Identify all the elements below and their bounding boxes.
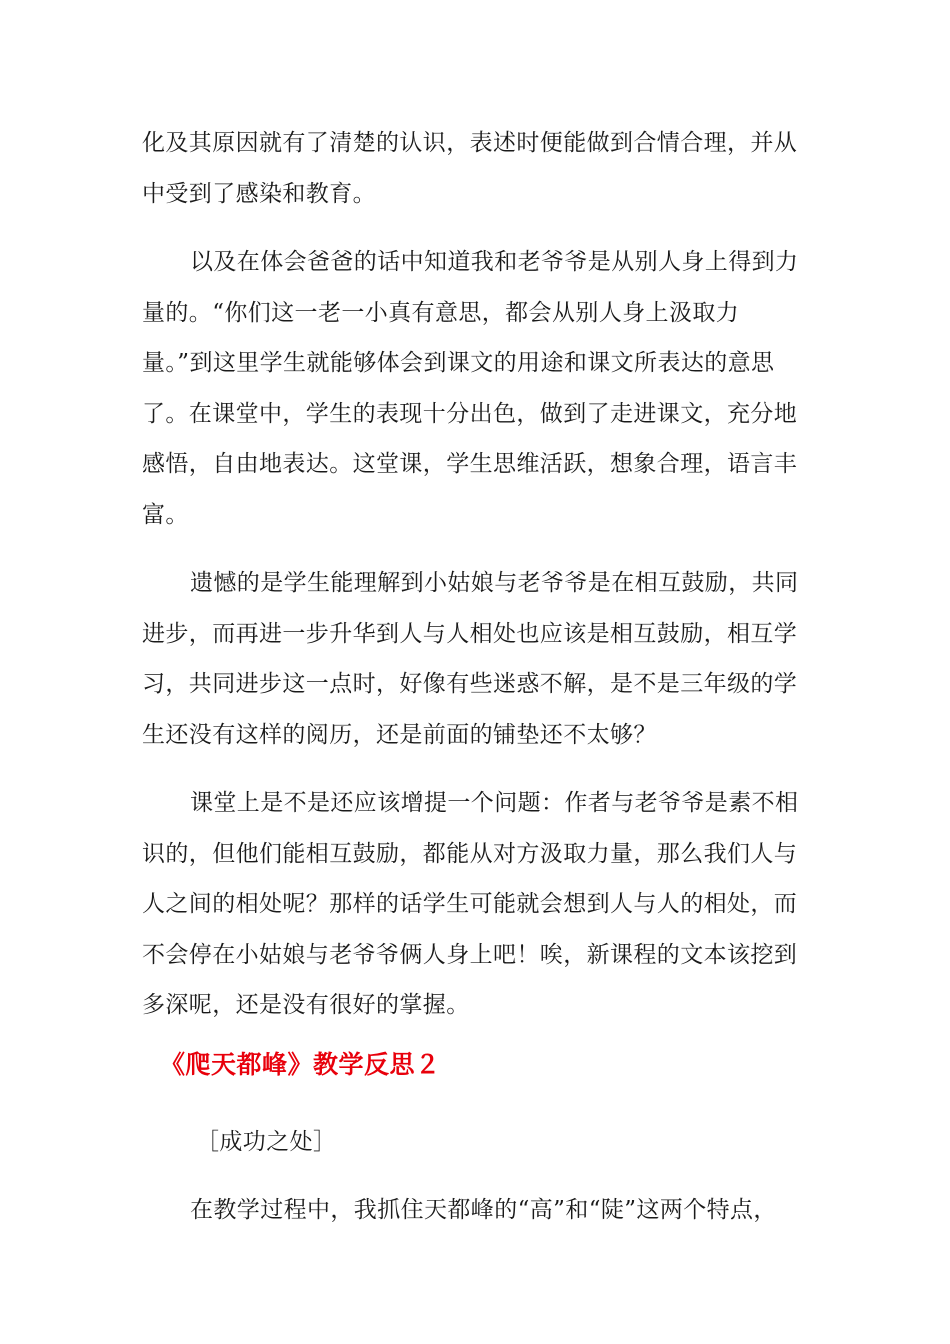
text-line: 化及其原因就有了清楚的认识，表述时便能做到合情合理，并从	[142, 130, 798, 156]
text-line: 以及在体会爸爸的话中知道我和老爷爷是从别人身上得到力	[190, 249, 799, 275]
paragraph-4	[142, 778, 810, 1031]
paragraph-2	[142, 237, 810, 540]
section-title: 《爬天都峰》教学反思２	[160, 1050, 441, 1079]
subsection-label: ［成功之处］	[196, 1129, 337, 1155]
text-line: 识的，但他们能相互鼓励，都能从对方汲取力量，那么我们人与	[142, 840, 798, 867]
text-line: 中受到了感染和教育。	[142, 180, 376, 207]
text-line: 感悟，自由地表达。这堂课，学生思维活跃，想象合理，语言丰	[142, 451, 798, 477]
text-line: 习，共同进步这一点时，好像有些迷惑不解，是不是三年级的学	[142, 671, 798, 697]
text-line: 遗憾的是学生能理解到小姑娘与老爷爷是在相互鼓励，共同	[190, 570, 799, 596]
body-text	[142, 118, 810, 1031]
paragraph-3	[142, 558, 810, 760]
text-line: 课堂上是不是还应该增提一个问题：作者与老爷爷是素不相	[190, 790, 799, 816]
text-line: 人之间的相处呢？那样的话学生可能就会想到人与人的相处，而	[142, 891, 798, 917]
text-line: 进步，而再进一步升华到人与人相处也应该是相互鼓励，相互学	[142, 620, 798, 647]
text-line: 了。在课堂中，学生的表现十分出色，做到了走进课文，充分地	[142, 400, 798, 427]
text-line: 生还没有这样的阅历，还是前面的铺垫还不太够？	[142, 721, 657, 748]
text-line: 富。	[142, 501, 189, 528]
text-line: 在教学过程中，我抓住天都峰的“高”和“陡”这两个特点，	[190, 1197, 777, 1223]
text-line: 量。”到这里学生就能够体会到课文的用途和课文所表达的意思	[142, 350, 775, 376]
text-line: 不会停在小姑娘与老爷爷俩人身上吧！唉，新课程的文本该挖到	[142, 941, 798, 968]
paragraph-1	[142, 118, 810, 219]
text-line: 多深呢，还是没有很好的掌握。	[142, 992, 470, 1018]
text-line: 量的。“你们这一老一小真有意思，都会从别人身上汲取力	[142, 299, 740, 326]
